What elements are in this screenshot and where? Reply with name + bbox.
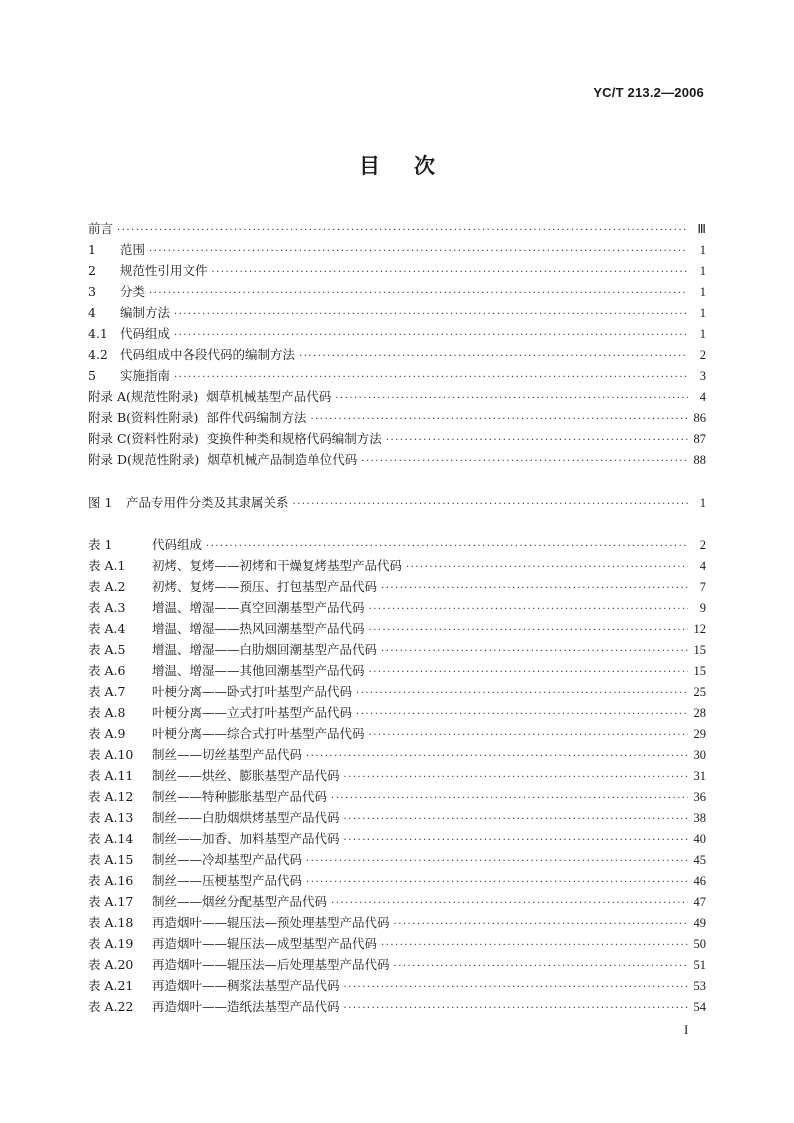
toc-entry[interactable] bbox=[88, 303, 706, 324]
toc-entry-page: 3 bbox=[699, 369, 706, 383]
toc-entry-page: 9 bbox=[699, 601, 706, 615]
dot-leader bbox=[206, 541, 688, 552]
dot-leader bbox=[174, 330, 688, 341]
standard-code: YC/T 213.2—2006 bbox=[593, 85, 704, 100]
toc-entry-page: 36 bbox=[693, 790, 706, 804]
toc-entry[interactable] bbox=[88, 366, 706, 387]
dot-leader bbox=[344, 835, 688, 846]
toc-entry[interactable] bbox=[88, 387, 706, 408]
toc-entry-number: 表 A.2 bbox=[88, 579, 126, 594]
toc-entry-number: 表 A.12 bbox=[88, 789, 134, 804]
toc-entry[interactable] bbox=[88, 219, 706, 240]
toc-entry-page: 28 bbox=[693, 706, 706, 720]
toc-entry-page: 31 bbox=[693, 769, 706, 783]
toc-entry-label: 烟草机械基型产品代码 bbox=[206, 389, 332, 404]
dot-leader bbox=[381, 583, 688, 594]
toc-entry-number: 表 A.9 bbox=[88, 726, 126, 741]
toc-entry-page: 38 bbox=[693, 811, 706, 825]
toc-entry-label: 代码组成 bbox=[152, 537, 203, 552]
dot-leader bbox=[369, 730, 688, 741]
toc-entry-label: 烟草机械产品制造单位代码 bbox=[207, 452, 358, 467]
toc-entry-label: 初烤、复烤——初烤和干燥复烤基型产品代码 bbox=[152, 558, 403, 573]
toc-entry-number: 表 A.3 bbox=[88, 600, 126, 615]
toc-entry-page: 88 bbox=[693, 453, 706, 467]
toc-entry-label: 再造烟叶——造纸法基型产品代码 bbox=[152, 999, 340, 1014]
toc-entry[interactable] bbox=[88, 619, 706, 640]
toc-entry-label: 再造烟叶——辊压法—成型基型产品代码 bbox=[152, 936, 378, 951]
toc-entry-label: 代码组成 bbox=[120, 326, 171, 341]
toc-entry-label: 分类 bbox=[120, 284, 146, 299]
toc-entry-page: 15 bbox=[693, 643, 706, 657]
toc-entry-number: 表 A.4 bbox=[88, 621, 126, 636]
toc-entry-label: 实施指南 bbox=[120, 368, 171, 383]
toc-entry-page: 49 bbox=[693, 916, 706, 930]
toc-entry-page: 25 bbox=[693, 685, 706, 699]
dot-leader bbox=[331, 793, 688, 804]
toc-entry-number: 表 A.7 bbox=[88, 684, 126, 699]
toc-entry[interactable] bbox=[88, 808, 706, 829]
toc-entry-number: 表 A.21 bbox=[88, 978, 134, 993]
toc-entry-number: 表 A.1 bbox=[88, 558, 126, 573]
toc-entry-label: 增温、增湿——白肋烟回潮基型产品代码 bbox=[152, 642, 378, 657]
dot-leader bbox=[406, 562, 688, 573]
toc-entry-label: 叶梗分离——卧式打叶基型产品代码 bbox=[152, 684, 353, 699]
dot-leader bbox=[310, 414, 688, 425]
toc-entry-label: 部件代码编制方法 bbox=[206, 410, 307, 425]
toc-entry[interactable] bbox=[88, 787, 706, 808]
toc-entry-page: 47 bbox=[693, 895, 706, 909]
toc-entry-number: 表 A.13 bbox=[88, 810, 134, 825]
toc-entry-label: 叶梗分离——立式打叶基型产品代码 bbox=[152, 705, 353, 720]
toc-entry-number: 表 A.5 bbox=[88, 642, 126, 657]
toc-entry-page: 1 bbox=[699, 496, 706, 510]
toc-entry[interactable] bbox=[88, 598, 706, 619]
toc-entry-number: 附录 C(资料性附录) bbox=[88, 431, 199, 446]
toc-entry-label: 范围 bbox=[120, 242, 146, 257]
toc-entry-number: 3 bbox=[88, 284, 96, 299]
dot-leader bbox=[369, 604, 688, 615]
toc-entry[interactable] bbox=[88, 913, 706, 934]
toc-entry-number: 表 A.18 bbox=[88, 915, 134, 930]
toc-entry-page: 51 bbox=[693, 958, 706, 972]
dot-leader bbox=[344, 814, 688, 825]
toc-entry-label: 增温、增湿——其他回潮基型产品代码 bbox=[152, 663, 365, 678]
toc-entry-label: 制丝——切丝基型产品代码 bbox=[152, 747, 303, 762]
toc-entry-label: 初烤、复烤——预压、打包基型产品代码 bbox=[152, 579, 378, 594]
toc-entry[interactable] bbox=[88, 661, 706, 682]
dot-leader bbox=[212, 267, 688, 278]
toc-entry-number: 附录 A(规范性附录) bbox=[88, 389, 199, 404]
toc-entry-label: 制丝——烘丝、膨胀基型产品代码 bbox=[152, 768, 340, 783]
dot-leader bbox=[386, 435, 688, 446]
toc-entry-number: 表 A.6 bbox=[88, 663, 126, 678]
dot-leader bbox=[361, 456, 688, 467]
dot-leader bbox=[149, 288, 688, 299]
toc-entry[interactable] bbox=[88, 450, 706, 471]
toc-entry-page: 53 bbox=[693, 979, 706, 993]
toc-entry[interactable] bbox=[88, 408, 706, 429]
toc-entry-number: 附录 B(资料性附录) bbox=[88, 410, 199, 425]
toc-entry-label: 制丝——冷却基型产品代码 bbox=[152, 852, 303, 867]
toc-entry-page: 46 bbox=[693, 874, 706, 888]
toc-entry-number: 4.2 bbox=[88, 347, 108, 362]
toc-entry-page: 4 bbox=[699, 559, 706, 573]
dot-leader bbox=[117, 225, 688, 236]
toc-entry-number: 表 A.16 bbox=[88, 873, 134, 888]
dot-leader bbox=[381, 940, 688, 951]
dot-leader bbox=[394, 919, 688, 930]
toc-entry[interactable] bbox=[88, 640, 706, 661]
toc-table-list bbox=[88, 535, 706, 1018]
page-number: I bbox=[684, 1022, 689, 1037]
toc-entry[interactable] bbox=[88, 261, 706, 282]
dot-leader bbox=[356, 688, 688, 699]
toc-entry-page: 45 bbox=[693, 853, 706, 867]
toc-entry[interactable] bbox=[88, 703, 706, 724]
dot-leader bbox=[306, 751, 688, 762]
toc-entry-page: 1 bbox=[699, 327, 706, 341]
toc-entry-label: 增温、增湿——热风回潮基型产品代码 bbox=[152, 621, 365, 636]
dot-leader bbox=[369, 667, 688, 678]
toc-entry-number: 表 1 bbox=[88, 537, 113, 552]
toc-entry-number: 附录 D(规范性附录) bbox=[88, 452, 200, 467]
dot-leader bbox=[394, 961, 688, 972]
toc-entry[interactable] bbox=[88, 535, 706, 556]
toc-entry-page: 1 bbox=[699, 264, 706, 278]
toc-entry-page: 15 bbox=[693, 664, 706, 678]
toc-entry-number: 表 A.22 bbox=[88, 999, 134, 1014]
toc-entry-number: 表 A.14 bbox=[88, 831, 134, 846]
toc-entry-page: 2 bbox=[699, 538, 706, 552]
dot-leader bbox=[174, 309, 688, 320]
toc-entry-number: 表 A.20 bbox=[88, 957, 134, 972]
toc-entry-label: 叶梗分离——综合式打叶基型产品代码 bbox=[152, 726, 365, 741]
dot-leader bbox=[149, 246, 688, 257]
dot-leader bbox=[356, 709, 688, 720]
toc-entry[interactable] bbox=[88, 850, 706, 871]
toc-entry[interactable] bbox=[88, 682, 706, 703]
toc-entry[interactable] bbox=[88, 240, 706, 261]
toc-entry-number: 5 bbox=[88, 368, 96, 383]
dot-leader bbox=[174, 372, 688, 383]
toc-entry-number: 2 bbox=[88, 263, 96, 278]
toc-entry-label: 制丝——特种膨胀基型产品代码 bbox=[152, 789, 328, 804]
toc-entry[interactable] bbox=[88, 871, 706, 892]
toc-entry-number: 表 A.19 bbox=[88, 936, 134, 951]
toc-entry-page: 7 bbox=[699, 580, 706, 594]
toc-entry-label: 变换件种类和规格代码编制方法 bbox=[206, 431, 382, 446]
toc-entry-page: 54 bbox=[693, 1000, 706, 1014]
toc-entry-label: 增温、增湿——真空回潮基型产品代码 bbox=[152, 600, 365, 615]
dot-leader bbox=[344, 772, 688, 783]
toc-figure-list bbox=[88, 493, 706, 514]
dot-leader bbox=[344, 1003, 688, 1014]
toc-entry-page: 87 bbox=[693, 432, 706, 446]
toc-entry-number: 表 A.15 bbox=[88, 852, 134, 867]
toc-entry[interactable] bbox=[88, 997, 706, 1018]
toc-entry-page: 30 bbox=[693, 748, 706, 762]
toc-entry-page: 4 bbox=[699, 390, 706, 404]
toc-entry-number: 表 A.10 bbox=[88, 747, 134, 762]
toc-entry-number: 表 A.8 bbox=[88, 705, 126, 720]
toc-entry-label: 制丝——白肋烟烘烤基型产品代码 bbox=[152, 810, 340, 825]
toc-entry[interactable] bbox=[88, 955, 706, 976]
toc-main-list bbox=[88, 219, 706, 471]
toc-entry[interactable] bbox=[88, 345, 706, 366]
toc-entry-label: 制丝——压梗基型产品代码 bbox=[152, 873, 303, 888]
dot-leader bbox=[369, 625, 688, 636]
dot-leader bbox=[293, 499, 688, 510]
toc-entry-label: 产品专用件分类及其隶属关系 bbox=[126, 495, 289, 510]
toc-entry[interactable] bbox=[88, 766, 706, 787]
toc-entry-label: 制丝——加香、加料基型产品代码 bbox=[152, 831, 340, 846]
toc-entry-page: 29 bbox=[693, 727, 706, 741]
toc-entry-page: 50 bbox=[693, 937, 706, 951]
dot-leader bbox=[306, 877, 688, 888]
toc-entry[interactable] bbox=[88, 577, 706, 598]
dot-leader bbox=[299, 351, 688, 362]
dot-leader bbox=[381, 646, 688, 657]
page-title: 目次 bbox=[359, 153, 469, 178]
toc-entry[interactable] bbox=[88, 493, 706, 514]
toc-entry-page: 1 bbox=[699, 306, 706, 320]
toc-entry-page: 1 bbox=[699, 285, 706, 299]
toc-entry[interactable] bbox=[88, 556, 706, 577]
toc-entry[interactable] bbox=[88, 724, 706, 745]
toc-entry-label: 再造烟叶——稠浆法基型产品代码 bbox=[152, 978, 340, 993]
toc-entry[interactable] bbox=[88, 282, 706, 303]
dot-leader bbox=[335, 393, 688, 404]
toc-entry-page: 12 bbox=[693, 622, 706, 636]
dot-leader bbox=[344, 982, 688, 993]
toc-entry-page: 2 bbox=[699, 348, 706, 362]
toc-entry[interactable] bbox=[88, 745, 706, 766]
toc-entry-number: 表 A.11 bbox=[88, 768, 134, 783]
toc-entry[interactable] bbox=[88, 324, 706, 345]
dot-leader bbox=[306, 856, 688, 867]
toc-entry-number: 表 A.17 bbox=[88, 894, 134, 909]
toc-entry-number: 4.1 bbox=[88, 326, 108, 341]
toc-entry-label: 规范性引用文件 bbox=[120, 263, 208, 278]
toc-entry-number: 图 1 bbox=[88, 495, 113, 510]
toc-entry-number: 4 bbox=[88, 305, 96, 320]
toc-entry-label: 再造烟叶——辊压法—后处理基型产品代码 bbox=[152, 957, 390, 972]
toc-entry-label: 代码组成中各段代码的编制方法 bbox=[120, 347, 296, 362]
toc-entry-page: 1 bbox=[699, 243, 706, 257]
toc-entry[interactable] bbox=[88, 892, 706, 913]
dot-leader bbox=[331, 898, 688, 909]
toc-entry[interactable] bbox=[88, 934, 706, 955]
toc-entry-page: Ⅲ bbox=[697, 222, 706, 236]
toc-entry-page: 86 bbox=[693, 411, 706, 425]
toc-entry-label: 制丝——烟丝分配基型产品代码 bbox=[152, 894, 328, 909]
toc-entry-page: 40 bbox=[693, 832, 706, 846]
toc-entry[interactable] bbox=[88, 429, 706, 450]
toc-entry-label: 再造烟叶——辊压法—预处理基型产品代码 bbox=[152, 915, 390, 930]
toc-entry-label: 编制方法 bbox=[120, 305, 171, 320]
toc-entry-number: 1 bbox=[88, 242, 96, 257]
toc-entry-label: 前言 bbox=[88, 221, 114, 236]
toc-entry[interactable] bbox=[88, 829, 706, 850]
toc-entry[interactable] bbox=[88, 976, 706, 997]
